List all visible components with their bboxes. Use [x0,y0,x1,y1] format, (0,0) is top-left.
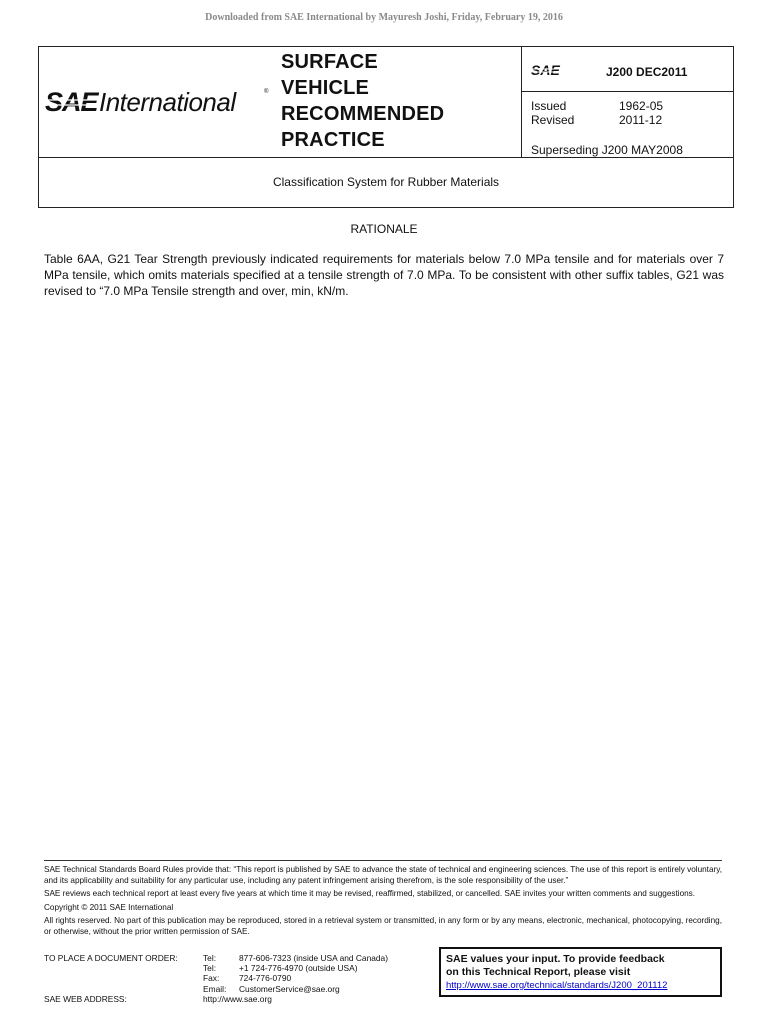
order-tel-row-2 [44,963,434,973]
feedback-box [439,947,722,997]
header-top-row [39,47,733,158]
order-contact-block [44,953,434,1004]
fax-value: 724-776-0790 [239,973,292,984]
fax-row [44,973,434,983]
document-title: Classification System for Rubber Materials [272,175,500,189]
document-category [281,49,517,153]
web-row [44,994,434,1004]
category-line: SURFACE [281,51,378,73]
tel-label-2: Tel: [203,963,217,974]
issued-label: Issued [531,99,567,113]
feedback-link[interactable]: http://www.sae.org/technical/standards/J200_201112 [446,980,668,991]
doc-dates [531,99,663,127]
footer-notices [44,865,722,940]
tsb-rules-notice: SAE Technical Standards Board Rules provide that: “This report is published by SAE to advance the state of technical and engineering sciences. The use of this report is entirely voluntary, and its applicability and suitability for any particular use, including any patent infringement arising therefrom, is the sole responsibility of the user.” [44,865,722,885]
svg-text:®: ® [264,89,269,95]
sae-logo-graphic [39,47,279,157]
review-notice: SAE reviews each technical report at least every five years at which time it may be revised, reaffirmed, stabilized, or cancelled. SAE invites your written comments and suggestions. [44,889,696,898]
order-tel-row [44,953,434,963]
revised-value: 2011-12 [619,113,663,127]
sae-mini-logo [530,61,570,79]
copyright-notice: Copyright © 2011 SAE International [44,902,174,912]
download-banner: Downloaded from SAE International by Mayuresh Joshi, Friday, February 19, 2016 [205,12,563,23]
footer-divider [44,860,722,861]
category-line: VEHICLE [281,77,370,99]
svg-text:International: International [99,87,236,117]
revised-row [531,113,663,127]
category-line: RECOMMENDED [281,103,445,125]
web-value[interactable]: http://www.sae.org [203,993,272,1004]
email-label: Email: [203,983,227,994]
rights-notice: All rights reserved. No part of this publication may be reproduced, stored in a retrieval system or transmitted, in any form or by any means, electronic, mechanical, photocopying, recording, or otherwise, without the prior written permission of SAE. [44,916,722,936]
doc-number: J200 DEC2011 [606,65,688,79]
issued-row [531,99,663,113]
rationale-paragraph: Table 6AA, G21 Tear Strength previously indicated requirements for materials below 7.0 MPa tensile and for materials over 7 MPa tensile, which omits materials specified at a tensile strength of 7.0 MPa. To be consistent with other suffix tables, G21 was revised to “7.0 MPa Tensile strength and over, min, kN/m. [44,252,724,298]
tel-value-domestic: 877-606-7323 (inside USA and Canada) [239,953,388,963]
tel-value-international: +1 724-776-4970 (outside USA) [239,963,358,974]
feedback-line-1: SAE values your input. To provide feedback [446,953,665,965]
rationale-heading: RATIONALE [350,222,418,236]
superseding-note: Superseding J200 MAY2008 [531,143,683,157]
order-label: TO PLACE A DOCUMENT ORDER: [44,953,178,963]
document-id-panel [522,47,733,157]
tel-label: Tel: [203,953,217,963]
revised-label: Revised [531,113,575,127]
sae-international-logo [39,47,279,157]
email-value[interactable]: CustomerService@sae.org [239,983,340,994]
issued-value: 1962-05 [619,99,664,113]
svg-text:SAE: SAE [45,87,98,117]
svg-text:SAE: SAE [531,62,560,78]
doc-number-row [522,47,733,92]
document-header [38,46,734,208]
email-row [44,984,434,994]
feedback-line-2: on this Technical Report, please visit [446,966,631,978]
category-line: PRACTICE [281,129,385,151]
web-label: SAE WEB ADDRESS: [44,993,127,1004]
fax-label: Fax: [203,973,220,984]
